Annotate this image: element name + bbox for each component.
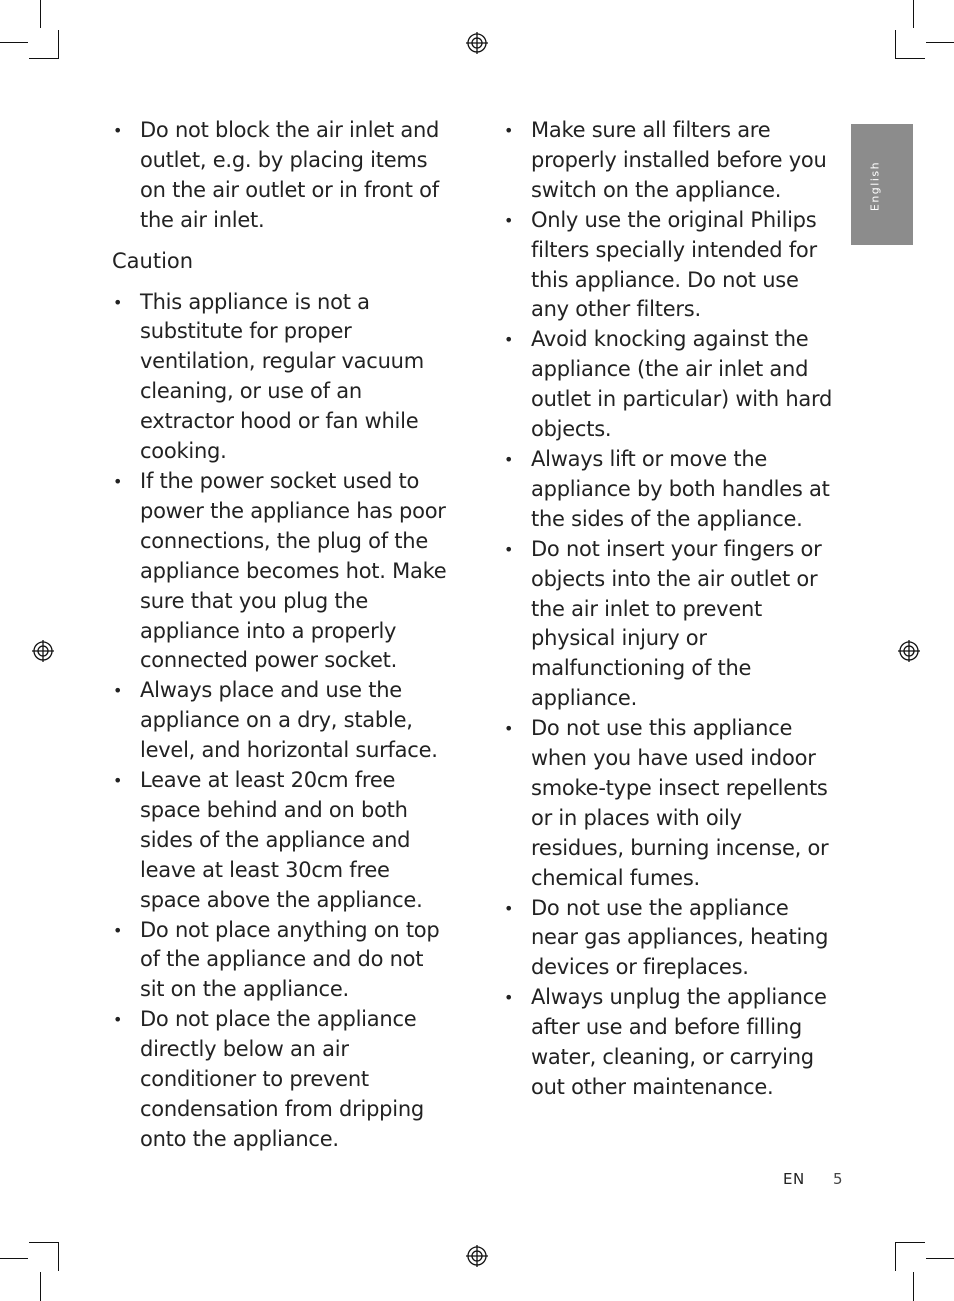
bullet-icon: • xyxy=(113,771,123,791)
list-item: • Always place and use the appliance on a dry, stable, level, and horizontal surface. xyxy=(113,678,438,763)
list-item: • Leave at least 20cm free space behind and on both sides of the appliance and leave at least 30cm free space above the appliance. xyxy=(113,768,423,912)
language-tab-label: English xyxy=(868,160,882,212)
bullet-icon: • xyxy=(504,449,514,469)
crop-mark-icon xyxy=(895,58,925,59)
bullet-icon: • xyxy=(504,898,514,918)
crop-mark-icon xyxy=(926,1258,954,1259)
crop-mark-icon xyxy=(0,1258,28,1259)
caution-list xyxy=(112,288,452,1155)
bullet-icon: • xyxy=(504,330,514,350)
list-item: • Do not insert your fingers or objects into the air outlet or the air inlet to prevent physical injury or malfunctioning of the appliance. xyxy=(504,536,822,711)
bullet-icon: • xyxy=(504,719,514,739)
list-item: • Make sure all filters are properly installed before you switch on the appliance. xyxy=(504,118,827,202)
bullet-icon: • xyxy=(113,292,123,312)
page-number: 5 xyxy=(833,1170,843,1188)
bullet-icon: • xyxy=(113,920,123,940)
language-tab xyxy=(851,124,913,245)
left-column xyxy=(112,116,452,1155)
safety-list xyxy=(503,116,839,1103)
crop-mark-icon xyxy=(29,58,59,59)
bullet-icon: • xyxy=(113,121,123,140)
list-item: • If the power socket used to power the appliance has poor connections, the plug of the appliance becomes hot. Make sure that you plug the appliance into a properly connected power socket. xyxy=(113,468,447,673)
crop-mark-icon xyxy=(58,1242,59,1271)
list-item: • Do not use the appliance near gas appliances, heating devices or fireplaces. xyxy=(504,895,829,980)
crop-mark-icon xyxy=(895,1242,925,1243)
bullet-icon: • xyxy=(504,988,514,1008)
crop-mark-icon xyxy=(926,42,954,43)
list-item: • Avoid knocking against the appliance (the air inlet and outlet in particular) with hard objects. xyxy=(504,327,833,442)
footer-language-code: EN xyxy=(783,1170,805,1188)
list-item: • This appliance is not a substitute for proper ventilation, regular vacuum cleaning, or use of an extractor hood or fan while cooking. xyxy=(113,289,424,464)
registration-mark-icon xyxy=(466,1245,488,1267)
crop-mark-icon xyxy=(29,1242,59,1243)
crop-mark-icon xyxy=(40,1272,41,1301)
list-item: • Always lift or move the appliance by both handles at the sides of the appliance. xyxy=(504,446,830,531)
registration-mark-icon xyxy=(466,32,488,54)
crop-mark-icon xyxy=(0,42,28,43)
list-item: • Do not use this appliance when you have used indoor smoke-type insect repellents or in places with oily residues, burning incense, or chemical fumes. xyxy=(504,716,829,890)
crop-mark-icon xyxy=(40,0,41,28)
intro-list xyxy=(112,116,452,236)
crop-mark-icon xyxy=(913,0,914,28)
bullet-icon: • xyxy=(113,471,123,491)
crop-mark-icon xyxy=(895,1242,896,1271)
crop-mark-icon xyxy=(895,30,896,59)
bullet-icon: • xyxy=(504,210,514,230)
list-item: • Do not block the air inlet and outlet, e.g. by placing items on the air outlet or in front of the air inlet. xyxy=(113,118,440,232)
registration-mark-icon xyxy=(32,640,54,662)
list-item: • Do not place anything on top of the appliance and do not sit on the appliance. xyxy=(113,917,440,1002)
bullet-icon: • xyxy=(113,681,123,701)
crop-mark-icon xyxy=(58,30,59,59)
registration-mark-icon xyxy=(898,640,920,662)
bullet-icon: • xyxy=(113,1010,123,1030)
list-item: • Do not place the appliance directly below an air conditioner to prevent condensation from dripping onto the appliance. xyxy=(113,1007,424,1151)
crop-mark-icon xyxy=(913,1272,914,1301)
list-item: • Always unplug the appliance after use and before filling water, cleaning, or carrying out other maintenance. xyxy=(504,985,827,1099)
bullet-icon: • xyxy=(504,121,514,140)
list-item: • Only use the original Philips filters specially intended for this appliance. Do not use any other filters. xyxy=(504,207,817,322)
bullet-icon: • xyxy=(504,539,514,559)
right-column xyxy=(503,116,839,1103)
section-heading: Caution xyxy=(112,248,194,273)
